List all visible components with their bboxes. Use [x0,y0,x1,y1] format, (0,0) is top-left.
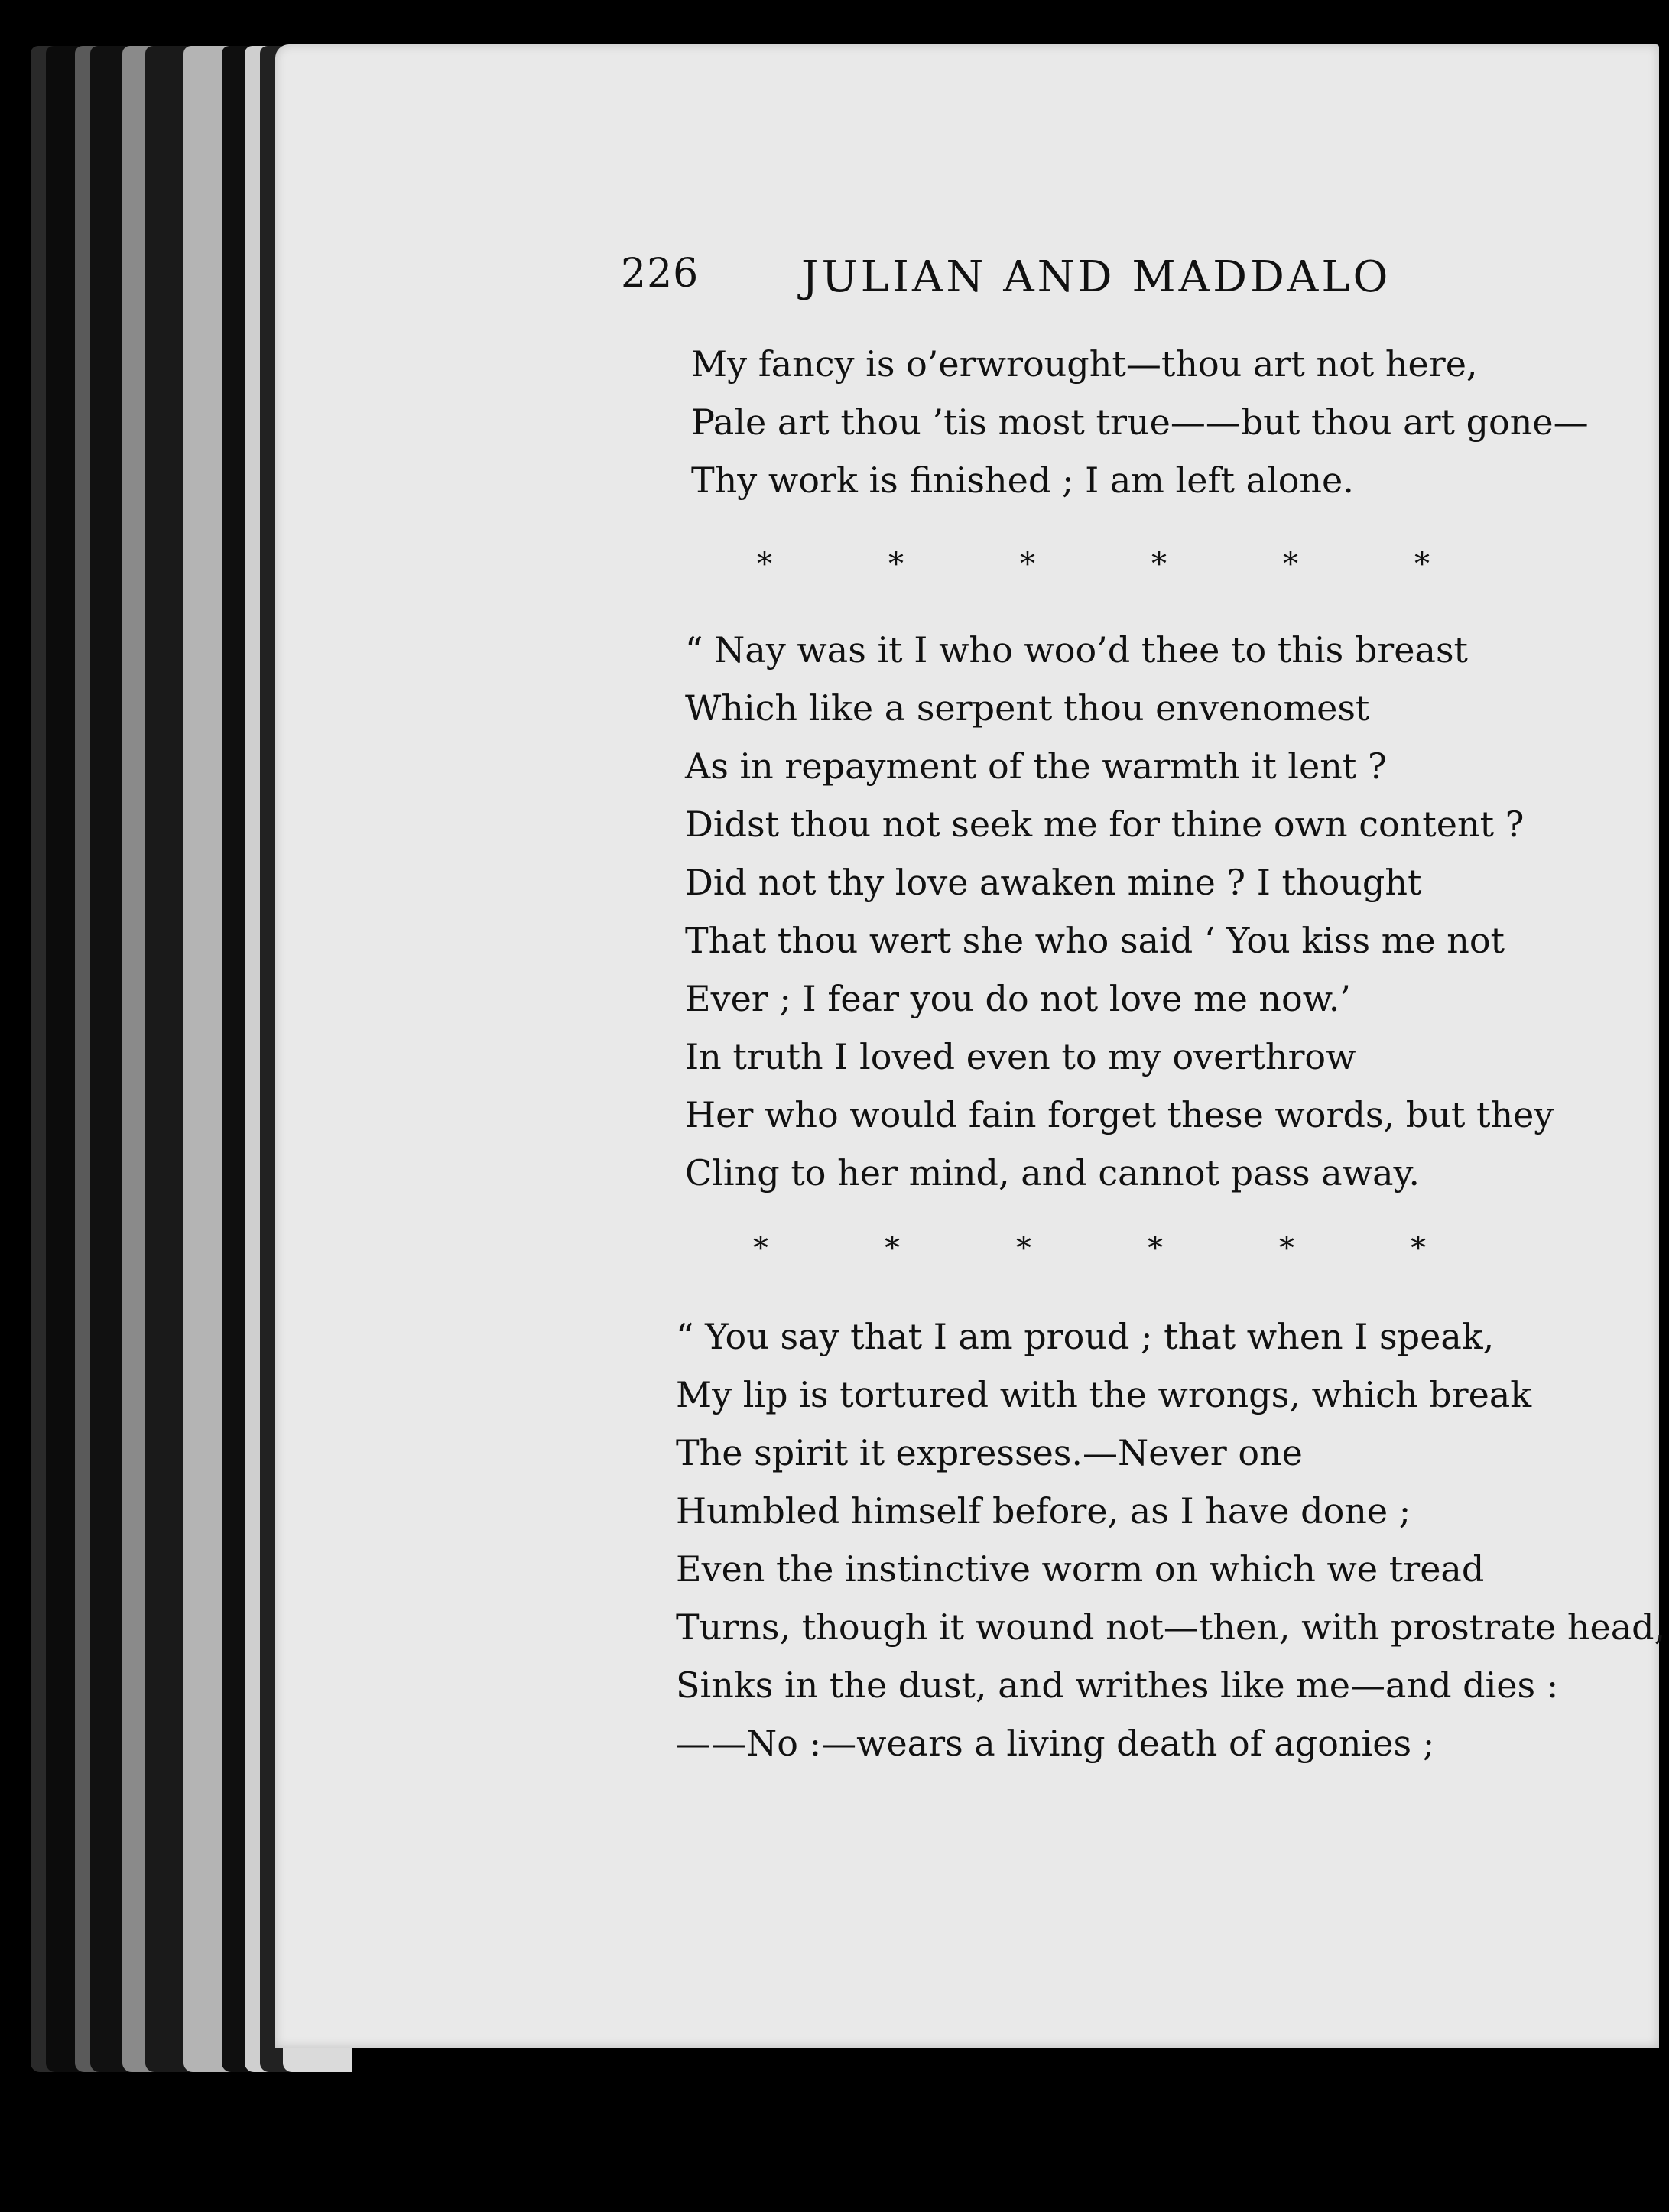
asterisk: * [1148,1231,1163,1266]
poem-line: Even the instinctive worm on which we tread [676,1548,1485,1590]
asterisk: * [1020,547,1035,582]
poem-line: My lip is tortured with the wrongs, which break [676,1374,1532,1415]
running-title: JULIAN AND MADDALO [801,252,1391,302]
poem-line: Turns, though it wound not—then, with prostrate head, [676,1606,1666,1648]
stanza [685,621,1554,1202]
poem-line: In truth I loved even to my overthrow [685,1036,1356,1077]
poem-line: Which like a serpent thou envenomest [685,687,1370,729]
asterisk: * [1016,1231,1031,1266]
asterisk: * [1283,547,1298,582]
section-separator [757,547,1445,582]
poem-line: Humbled himself before, as I have done ; [676,1490,1411,1532]
poem-line: Cling to her mind, and cannot pass away. [685,1152,1421,1194]
asterisk: * [1151,547,1167,582]
poem-line: That thou wert she who said ‘ You kiss me not [685,920,1505,961]
poem-line: Ever ; I fear you do not love me now.’ [685,978,1351,1019]
stanza [691,335,1589,509]
page-header [621,245,1615,306]
asterisk: * [1414,547,1430,582]
page-number: 226 [621,251,700,297]
stanza [676,1307,1665,1772]
asterisk: * [888,547,904,582]
asterisk: * [1279,1231,1294,1266]
poem-line: Thy work is finished ; I am left alone. [691,460,1354,501]
poem-line: Sinks in the dust, and writhes like me—and dies : [676,1665,1559,1706]
poem-line: “ Nay was it I who woo’d thee to this breast [685,629,1469,671]
poem-line: Pale art thou ’tis most true——but thou art gone— [691,401,1589,443]
asterisk: * [1411,1231,1426,1266]
poem-line: Didst thou not seek me for thine own content ? [685,804,1525,845]
asterisk: * [885,1231,900,1266]
poem-line: Her who would fain forget these words, but they [685,1094,1554,1135]
poem-line: Did not thy love awaken mine ? I thought [685,862,1422,903]
asterisk: * [753,1231,768,1266]
section-separator [753,1231,1441,1266]
poem-line: ——No :—wears a living death of agonies ; [676,1723,1435,1764]
asterisk: * [757,547,772,582]
poem-line: The spirit it expresses.—Never one [676,1432,1303,1473]
poem-line: My fancy is o’erwrought—thou art not here, [691,343,1478,385]
poem-line: As in repayment of the warmth it lent ? [685,745,1387,787]
poem-line: “ You say that I am proud ; that when I speak, [676,1316,1495,1357]
